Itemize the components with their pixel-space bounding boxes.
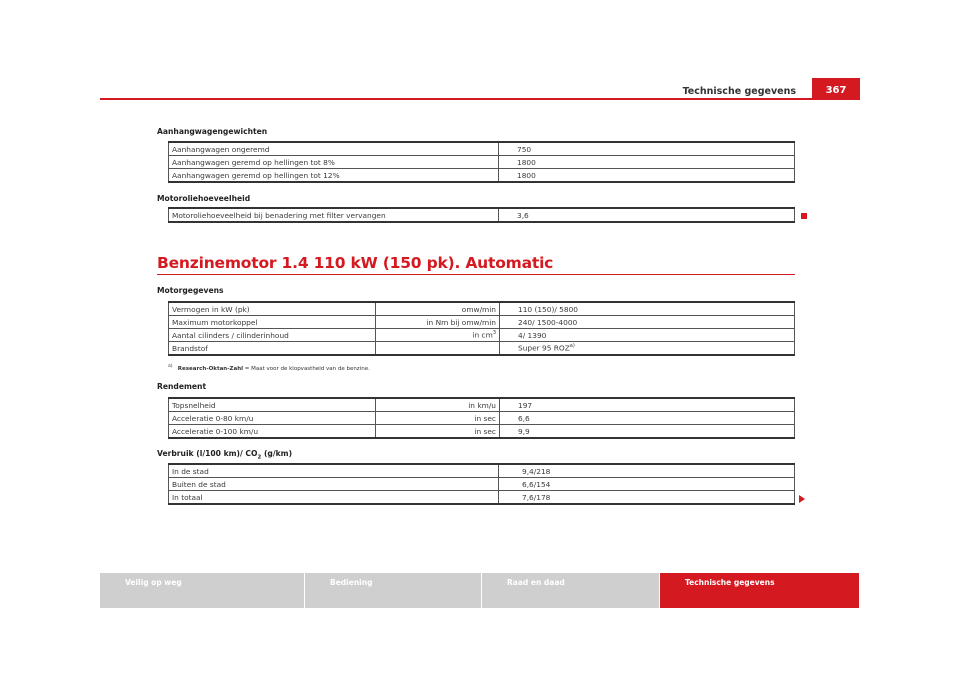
footnote-marker: a) (168, 364, 173, 369)
row-value: 7,6/178 (499, 491, 795, 505)
row-value: 3,6 (499, 208, 795, 222)
unit-superscript: 3 (492, 330, 496, 337)
row-unit: in km/u (376, 398, 500, 412)
row-unit: omw/min (376, 302, 500, 316)
trailer-table (168, 141, 795, 183)
row-label: Aantal cilinders / cilinderinhoud (169, 329, 376, 342)
table-row (169, 169, 795, 183)
table-row (169, 491, 795, 505)
table-row (169, 302, 795, 316)
row-value: 197 (500, 398, 795, 412)
row-unit: in Nm bij omw/min (376, 316, 500, 329)
unit-text: in cm (472, 330, 493, 340)
row-unit: in sec (376, 412, 500, 425)
row-label: Acceleratie 0-80 km/u (169, 412, 376, 425)
row-label: Brandstof (169, 342, 376, 356)
table-row (169, 342, 795, 356)
table-row (169, 412, 795, 425)
footer-tabs (100, 573, 860, 608)
section-title-trailer: Aanhangwagengewichten (157, 127, 268, 136)
title-underline (157, 274, 795, 275)
table-row (169, 316, 795, 329)
footnote (168, 364, 370, 372)
running-header-title: Technische gegevens (682, 86, 796, 97)
table-row (169, 142, 795, 156)
tab-technische-gegevens[interactable]: Technische gegevens (660, 573, 859, 608)
section-title-engine: Motorgegevens (157, 286, 224, 295)
page-title: Benzinemotor 1.4 110 kW (150 pk). Automatic (157, 254, 554, 272)
section-title-consumption (157, 449, 292, 461)
table-row (169, 208, 795, 222)
section-title-performance: Rendement (157, 382, 207, 391)
row-label: Aanhangwagen geremd op hellingen tot 12% (169, 169, 499, 183)
row-unit (376, 342, 500, 356)
row-value: 1800 (499, 156, 795, 169)
row-label: Aanhangwagen ongeremd (169, 142, 499, 156)
row-value (500, 342, 795, 356)
table-row (169, 329, 795, 342)
section-end-marker (801, 213, 807, 219)
title-part: (g/km) (261, 449, 293, 458)
table-row (169, 425, 795, 439)
row-value: 9,4/218 (499, 464, 795, 478)
table-row (169, 398, 795, 412)
row-value: 240/ 1500-4000 (500, 316, 795, 329)
engine-table (168, 301, 795, 356)
table-row (169, 478, 795, 491)
row-value: 9,9 (500, 425, 795, 439)
row-value: 6,6/154 (499, 478, 795, 491)
title-subscript: 2 (257, 454, 262, 461)
oil-table (168, 207, 795, 223)
table-row (169, 464, 795, 478)
footnote-text: = Maat voor de klopvastheid van de benzine. (243, 365, 370, 372)
table-row (169, 156, 795, 169)
footnote-term: Research-Oktan-Zahl (177, 365, 243, 372)
row-label: Topsnelheid (169, 398, 376, 412)
row-value: 1800 (499, 169, 795, 183)
row-label: Maximum motorkoppel (169, 316, 376, 329)
value-text: Super 95 ROZ (518, 343, 570, 353)
row-value: 6,6 (500, 412, 795, 425)
page-number: 367 (812, 78, 860, 100)
footnote-ref: a) (569, 343, 575, 350)
performance-table (168, 397, 795, 439)
tab-bediening[interactable]: Bediening (305, 573, 481, 608)
row-label: Vermogen in kW (pk) (169, 302, 376, 316)
row-unit: in sec (376, 425, 500, 439)
row-value: 4/ 1390 (500, 329, 795, 342)
header-rule (100, 98, 860, 100)
row-label: In de stad (169, 464, 499, 478)
row-value: 750 (499, 142, 795, 156)
row-value: 110 (150)/ 5800 (500, 302, 795, 316)
row-label: Acceleratie 0-100 km/u (169, 425, 376, 439)
tab-veilig-op-weg[interactable]: Veilig op weg (100, 573, 304, 608)
title-part: Verbruik (l/100 km)/ CO (157, 449, 258, 458)
row-label: In totaal (169, 491, 499, 505)
row-label: Motoroliehoeveelheid bij benadering met filter vervangen (169, 208, 499, 222)
row-unit (376, 329, 500, 342)
tab-raad-en-daad[interactable]: Raad en daad (482, 573, 659, 608)
continue-arrow-icon (799, 495, 805, 503)
section-title-oil: Motoroliehoeveelheid (157, 194, 251, 203)
consumption-table (168, 463, 795, 505)
row-label: Buiten de stad (169, 478, 499, 491)
row-label: Aanhangwagen geremd op hellingen tot 8% (169, 156, 499, 169)
